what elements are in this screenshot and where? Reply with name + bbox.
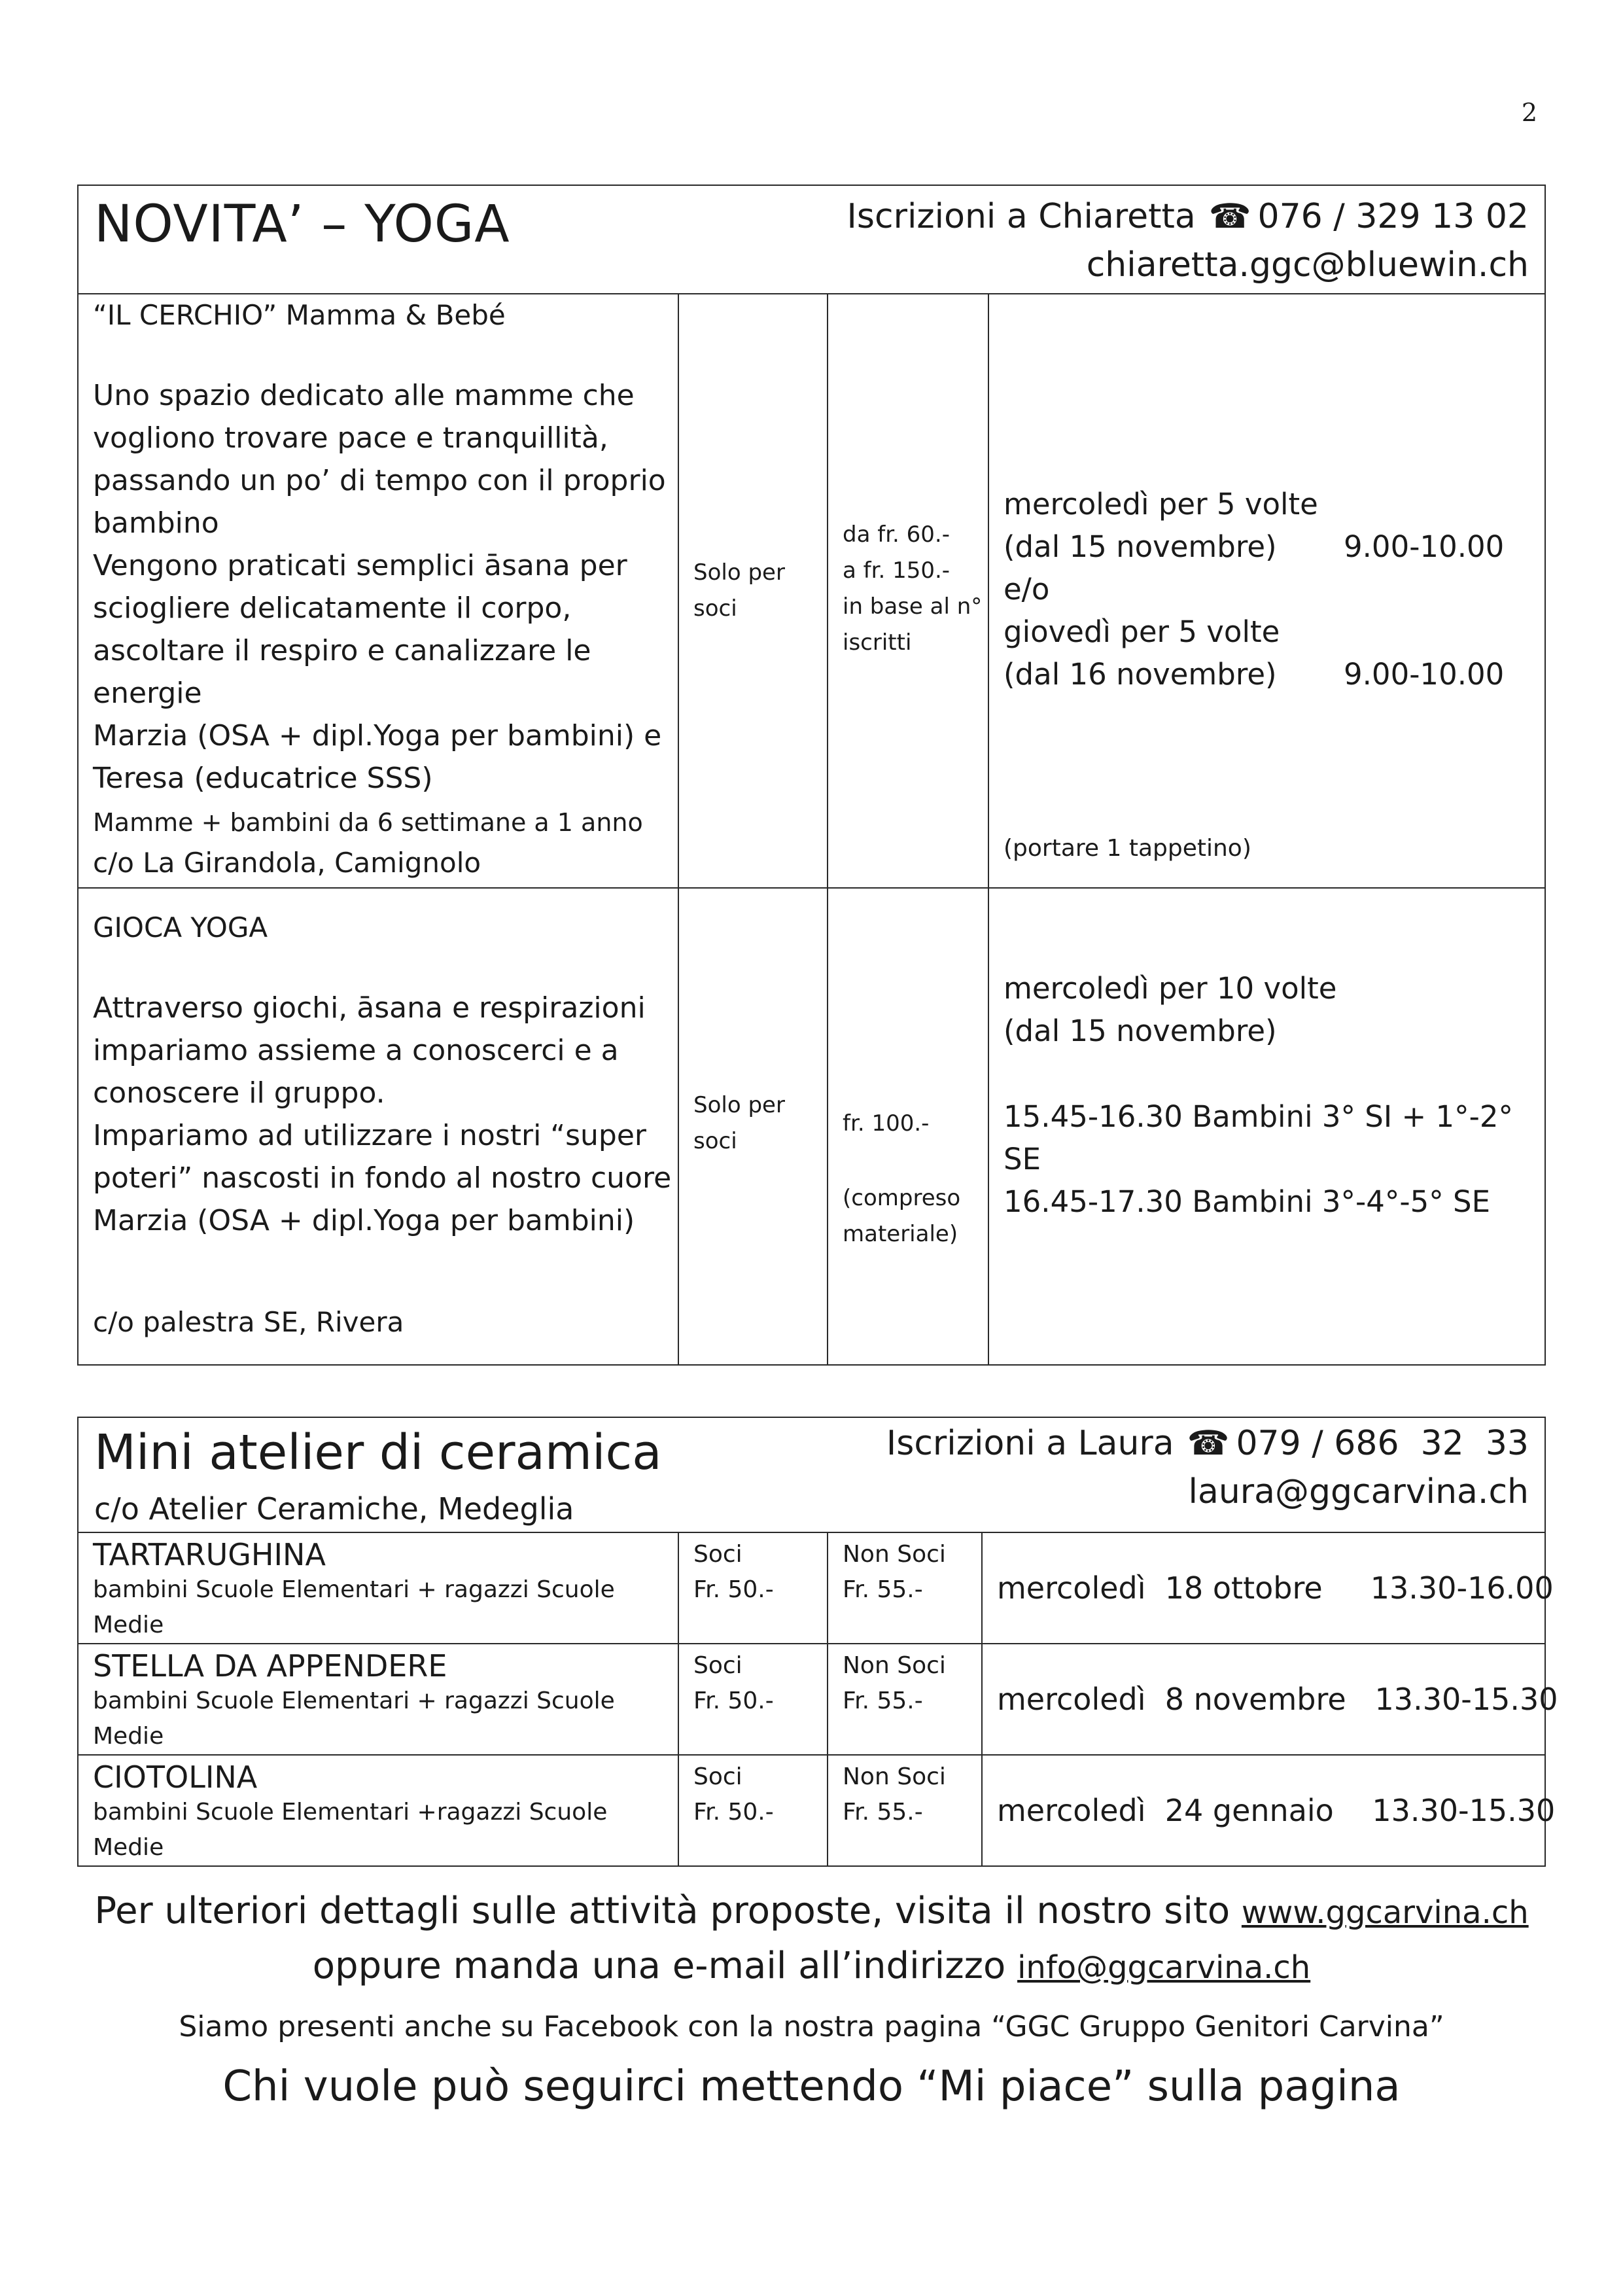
footer-like-line: Chi vuole può seguirci mettendo “Mi piace” sulla pagina: [222, 2062, 1401, 2111]
ceramica-nonsoci-cell: [828, 1755, 982, 1866]
gioca-description: Attraverso giochi, āsana e respirazioni impariamo assieme a conoscerci e a conoscere il gruppo. Impariamo ad utilizzare i nostri “super poteri” nascosti in fondo al nostro cuore Marzia (OSA + dipl.Yoga per bambini): [93, 991, 672, 1237]
soci-price: Fr. 50.-: [693, 1576, 774, 1603]
gioca-schedule-cell: [988, 888, 1545, 1365]
ceramica-section: [77, 1417, 1558, 1867]
gioca-description-cell: [78, 888, 678, 1365]
cerchio-title: “IL CERCHIO” Mamma & Bebé: [93, 299, 506, 331]
yoga-email: chiaretta.ggc@bluewin.ch: [1086, 245, 1529, 285]
ceramica-phone: 079 / 686 32 33: [1236, 1424, 1529, 1463]
ceramica-activity-audience: bambini Scuole Elementari + ragazzi Scuole Medie: [93, 1687, 615, 1750]
cerchio-price-cell: [828, 294, 988, 888]
cerchio-description-cell: [78, 294, 678, 888]
cerchio-audience: Mamme + bambini da 6 settimane a 1 anno: [93, 808, 643, 837]
gioca-location: c/o palestra SE, Rivera: [93, 1306, 404, 1338]
ceramica-activity-name: STELLA DA APPENDERE: [93, 1648, 447, 1684]
ceramica-contact: [886, 1419, 1529, 1516]
gioca-members: Solo per soci: [693, 1092, 785, 1154]
ceramica-date: mercoledì 18 ottobre 13.30-16.00: [982, 1532, 1545, 1644]
activity-row-gioca-yoga: [78, 888, 1545, 1365]
ceramica-activity-cell: [78, 1532, 678, 1644]
soci-price: Fr. 50.-: [693, 1799, 774, 1826]
ceramica-activity-cell: [78, 1644, 678, 1755]
nonsoci-price: Fr. 55.-: [843, 1799, 923, 1826]
ceramica-date: mercoledì 24 gennaio 13.30-15.30: [982, 1755, 1545, 1866]
page-number: 2: [1521, 98, 1537, 127]
ceramica-activity-name: TARTARUGHINA: [93, 1537, 326, 1572]
ceramica-row-ciotolina: [78, 1755, 1545, 1866]
cerchio-members-cell: [678, 294, 828, 888]
gioca-schedule-days: mercoledì per 10 volte (dal 15 novembre): [1003, 971, 1337, 1048]
cerchio-schedule-cell: [988, 294, 1545, 888]
cerchio-schedule: mercoledì per 5 volte (dal 15 novembre) 9.00-10.00 e/o giovedì per 5 volte (dal 16 novembre) 9.00-10.00: [1003, 487, 1505, 692]
soci-label: Soci: [693, 1541, 742, 1568]
yoga-contact: [847, 192, 1529, 289]
ceramica-activity-audience: bambini Scuole Elementari + ragazzi Scuole Medie: [93, 1576, 615, 1638]
ceramica-soci-cell: [678, 1532, 828, 1644]
activity-row-cerchio: [78, 294, 1545, 888]
soci-label: Soci: [693, 1652, 742, 1679]
ceramica-email: laura@ggcarvina.ch: [1188, 1472, 1529, 1511]
ceramica-subtitle: c/o Atelier Ceramiche, Medeglia: [94, 1491, 574, 1527]
soci-price: Fr. 50.-: [693, 1687, 774, 1714]
ceramica-title: Mini atelier di ceramica: [94, 1424, 662, 1481]
footer-email-line: [0, 1945, 1623, 1987]
ceramica-contact-label: Iscrizioni a Laura: [886, 1424, 1174, 1463]
website-link[interactable]: www.ggcarvina.ch: [1241, 1894, 1529, 1931]
gioca-price-note: (compreso materiale): [843, 1185, 961, 1247]
gioca-schedule-slot-1: 15.45-16.30 Bambini 3° SI + 1°-2° SE: [1003, 1099, 1513, 1176]
ceramica-nonsoci-cell: [828, 1644, 982, 1755]
cerchio-note: (portare 1 tappetino): [1003, 835, 1251, 862]
footer-facebook-line: Siamo presenti anche su Facebook con la nostra pagina “GGC Gruppo Genitori Carvina”: [179, 2010, 1444, 2043]
nonsoci-label: Non Soci: [843, 1541, 946, 1568]
footer-email-text: oppure manda una e-mail all’indirizzo: [312, 1945, 1018, 1987]
cerchio-members: Solo per soci: [693, 559, 785, 622]
gioca-price-cell: [828, 888, 988, 1365]
ceramica-date: mercoledì 8 novembre 13.30-15.30: [982, 1644, 1545, 1755]
cerchio-price: da fr. 60.- a fr. 150.- in base al n° iscritti: [843, 521, 983, 656]
soci-label: Soci: [693, 1763, 742, 1790]
ceramica-activity-cell: [78, 1755, 678, 1866]
nonsoci-label: Non Soci: [843, 1652, 946, 1679]
footer-website-line: [0, 1890, 1623, 1932]
telephone-icon: ☎: [1187, 1424, 1230, 1463]
cerchio-location: c/o La Girandola, Camignolo: [93, 847, 481, 879]
yoga-contact-label: Iscrizioni a Chiaretta: [846, 197, 1196, 236]
ceramica-header: [78, 1417, 1545, 1532]
nonsoci-price: Fr. 55.-: [843, 1576, 923, 1603]
yoga-section: [77, 185, 1546, 1366]
ceramica-activity-name: CIOTOLINA: [93, 1759, 258, 1795]
ceramica-soci-cell: [678, 1755, 828, 1866]
gioca-title: GIOCA YOGA: [93, 911, 268, 944]
yoga-phone: 076 / 329 13 02: [1257, 197, 1529, 236]
ceramica-nonsoci-cell: [828, 1532, 982, 1644]
gioca-schedule-slot-2: 16.45-17.30 Bambini 3°-4°-5° SE: [1003, 1184, 1491, 1219]
ceramica-row-tartarughina: [78, 1532, 1545, 1644]
yoga-title: NOVITA’ – YOGA: [94, 195, 510, 254]
nonsoci-label: Non Soci: [843, 1763, 946, 1790]
gioca-members-cell: [678, 888, 828, 1365]
nonsoci-price: Fr. 55.-: [843, 1687, 923, 1714]
ceramica-row-stella: [78, 1644, 1545, 1755]
telephone-icon: ☎: [1208, 197, 1251, 236]
email-link[interactable]: info@ggcarvina.ch: [1017, 1949, 1311, 1986]
gioca-price: fr. 100.-: [843, 1110, 930, 1137]
yoga-header: [78, 185, 1545, 294]
ceramica-activity-audience: bambini Scuole Elementari +ragazzi Scuole Medie: [93, 1799, 608, 1861]
ceramica-soci-cell: [678, 1644, 828, 1755]
footer-website-text: Per ulteriori dettagli sulle attività proposte, visita il nostro sito: [94, 1890, 1242, 1932]
cerchio-description: Uno spazio dedicato alle mamme che vogliono trovare pace e tranquillità, passando un po’ di tempo con il proprio bambino Vengono praticati semplici āsana per sciogliere delicatamente il corpo, ascoltare il respiro e canalizzare le energie Marzia (OSA + dipl.Yoga per bambini) e Teresa (educatrice SSS): [93, 379, 666, 795]
